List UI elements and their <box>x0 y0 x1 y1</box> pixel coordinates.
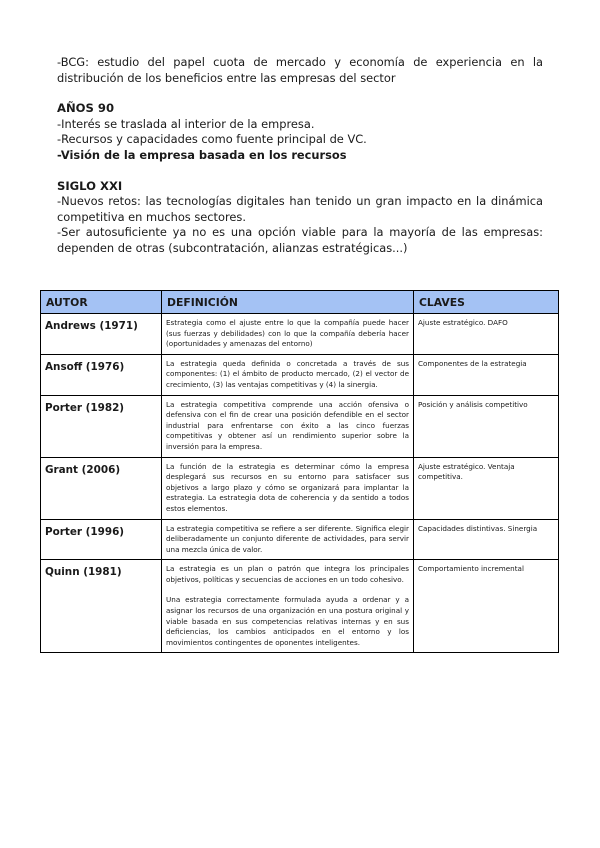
definition-cell <box>162 560 414 653</box>
anos-90-line-1: -Interés se traslada al interior de la empresa. <box>57 116 315 131</box>
author-cell: Andrews (1971) <box>41 314 162 355</box>
header-definicion: DEFINICIÓN <box>162 291 414 314</box>
definition-text: La función de la estrategia es determinar cómo la empresa desplegará sus recursos en su entorno para satisfacer sus objetivos a largo plazo y cómo se organizará para implantar la estrategia. La estrategia dota de coherencia y da sentido a todos estos elementos. <box>166 461 409 513</box>
definition-cell <box>162 457 414 519</box>
definition-cell <box>162 519 414 560</box>
definition-text: La estrategia competitiva se refiere a ser diferente. Significa elegir deliberadamente un conjunto diferente de actividades, para servir una mezcla única de valor. <box>166 523 409 554</box>
keys-cell: Posición y análisis competitivo <box>414 395 559 457</box>
definition-text: La estrategia es un plan o patrón que integra los principales objetivos, políticas y secuencias de acciones en un todo cohesivo. <box>166 564 409 584</box>
anos-90-line-2: -Recursos y capacidades como fuente principal de VC. <box>57 132 367 147</box>
keys-cell: Ajuste estratégico. Ventaja competitiva. <box>414 457 559 519</box>
strategy-definitions-table <box>40 290 559 653</box>
definition-text-2: Una estrategia correctamente formulada ayuda a ordenar y a asignar los recursos de una organización en una postura original y viable basada en sus competencias relativas internas y en sus deficiencias, los cambios anticipados en el entorno y los movimientos contingentes de oponentes inteligentes. <box>166 595 409 647</box>
section-title-anos-90: AÑOS 90 <box>57 101 115 116</box>
table-header-row <box>41 291 559 314</box>
definition-cell <box>162 354 414 395</box>
definition-cell <box>162 395 414 457</box>
author-cell: Porter (1996) <box>41 519 162 560</box>
keys-cell: Componentes de la estrategia <box>414 354 559 395</box>
header-autor: AUTOR <box>41 291 162 314</box>
siglo-xxi-line-2: -Ser autosuficiente ya no es una opción viable para la mayoría de las empresas: dependen de otras (subcontratación, alianzas estratégicas...) <box>57 225 543 255</box>
section-title-siglo-xxi: SIGLO XXI <box>57 178 123 193</box>
table-row <box>41 395 559 457</box>
table-row <box>41 560 559 653</box>
table-row <box>41 314 559 355</box>
keys-cell: Ajuste estratégico. DAFO <box>414 314 559 355</box>
author-cell: Ansoff (1976) <box>41 354 162 395</box>
author-cell: Quinn (1981) <box>41 560 162 653</box>
table-row <box>41 354 559 395</box>
definition-text: Estrategia como el ajuste entre lo que la compañía puede hacer (sus fuerzas y debilidades) con lo que la compañía debería hacer (oportunidades y amenazas del entorno) <box>166 318 409 349</box>
bcg-paragraph: -BCG: estudio del papel cuota de mercado y economía de experiencia en la distribución de los beneficios entre las empresas del sector <box>57 55 543 85</box>
header-claves: CLAVES <box>414 291 559 314</box>
definition-text: La estrategia competitiva comprende una acción ofensiva o defensiva con el fin de crear una posición defendible en el sector industrial para enfrentarse con éxito a las cinco fuerzas competitivas y obtener así un rendimiento superior sobre la inversión para la empresa. <box>166 399 409 451</box>
definition-text: La estrategia queda definida o concretada a través de sus componentes: (1) el ámbito de producto mercado, (2) el vector de crecimiento, (3) las ventajas competitivas y (4) la sinergia. <box>166 358 409 389</box>
keys-cell: Comportamiento incremental <box>414 560 559 653</box>
keys-cell: Capacidades distintivas. Sinergia <box>414 519 559 560</box>
author-cell: Porter (1982) <box>41 395 162 457</box>
intro-text-block <box>57 55 543 257</box>
table-row <box>41 457 559 519</box>
table-row <box>41 519 559 560</box>
siglo-xxi-line-1: -Nuevos retos: las tecnologías digitales han tenido un gran impacto en la dinámica competitiva en muchos sectores. <box>57 194 543 224</box>
anos-90-bold-line: -Visión de la empresa basada en los recursos <box>57 147 347 162</box>
definition-cell <box>162 314 414 355</box>
section-anos-90 <box>57 101 543 163</box>
author-cell: Grant (2006) <box>41 457 162 519</box>
section-siglo-xxi <box>57 179 543 257</box>
